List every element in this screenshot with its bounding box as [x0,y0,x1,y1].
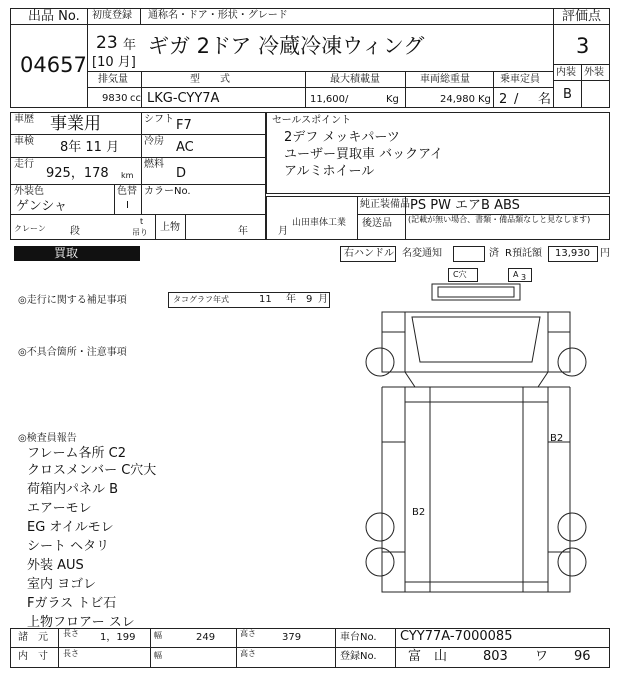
gvw-unit: Kg [478,94,491,105]
mileage-value: 925，178 [46,166,109,181]
inner-dims-label: 内 寸 [18,651,48,662]
interior-label: 内装 [556,67,576,78]
cab-back [405,372,548,387]
inspector-line: エアーモレ [27,501,92,516]
tacho-box [168,292,330,308]
reg-kana: ワ [535,649,549,664]
fuel-value: D [176,166,187,181]
max-load-value: 11,600 [310,94,345,105]
wheel-rear-right-2 [558,548,586,576]
chassis-value: CYY77A-7000085 [400,629,513,644]
inspector-line: Fガラス トビ石 [27,596,117,611]
name-change-label: 名変通知 [402,248,442,259]
mark-b2-right: B2 [550,433,564,444]
body-maker: 山田車体工業 [292,218,347,228]
inspector-line: 荷箱内パネル B [27,482,119,497]
color-no-label: カラーNo. [144,186,191,197]
width-value: 249 [196,632,216,643]
inspector-line: 室内 ヨゴレ [27,577,97,592]
wheel-front-left [366,348,394,376]
max-load-label: 最大積載量 [330,74,380,85]
first-reg-year: 23 [96,33,118,53]
displacement-value: 9830 [102,93,128,104]
standard-equipment-label: 純正装備品 [360,199,410,210]
lot-number: 04657 [20,53,87,77]
ac-label: 冷房 [144,136,164,147]
mark-a: A [513,270,519,279]
wheel-front-right [558,348,586,376]
defects-label: ◎不具合箇所・注意事項 [18,347,127,358]
dims-label: 諸 元 [18,632,48,643]
wheel-rear-left-2 [366,548,394,576]
inspector-line: クロスメンバー C穴大 [27,463,157,478]
name-label: 通称名・ドア・形状・グレード [148,10,288,21]
displacement-label: 排気量 [98,74,128,85]
color-label: 外装色 [14,186,44,197]
history-label: 車歴 [14,114,34,125]
color-value: ゲンシャ [16,199,68,214]
steering-box [340,246,396,262]
cargo-body [405,387,548,592]
model-value: LKG-CYY7A [147,91,220,106]
model-label: 型 式 [190,74,230,85]
reg-number: 96 [574,649,591,664]
name-change-suffix: 済 [489,248,499,259]
shift-value: F7 [176,118,192,133]
mark-c: C穴 [453,270,467,279]
inner-height-label: 高さ [240,649,256,658]
interior-grade: B [563,87,572,102]
inspector-line: 外装 AUS [27,558,84,573]
cab-roof [432,284,520,300]
mirrors [382,312,570,332]
history-value: 事業用 [50,114,101,134]
sales-point-line-3: アルミホイール [284,164,375,179]
first-reg-label: 初度登録 [92,10,132,21]
ac-value: AC [176,140,194,155]
vehicle-title: ギガ 2ドア 冷蔵冷凍ウィング [148,34,425,58]
mark-a-box [508,268,532,282]
purchase-badge-label: 買取 [54,246,79,260]
body-crossbars [405,402,548,582]
cab-outline [405,312,548,372]
sales-point-label: セールスポイント [272,115,352,126]
wheel-rear-left-1 [366,513,394,541]
max-load-unit: Kg [386,94,399,105]
color-change-label: 色替 [117,186,137,197]
aftermarket-label: 後送品 [362,218,392,229]
mileage-unit: km [121,171,134,180]
body-year: 年 [238,226,248,237]
exterior-label: 外装 [584,67,604,78]
inner-length-label: 長さ [63,649,79,658]
first-reg-month: [10 月] [92,55,136,70]
recycle-box [548,246,598,262]
body-month: 月 [278,226,288,237]
body-label: 上物 [160,222,180,233]
reg-area: 富 山 [408,649,448,664]
chassis-label: 車台No. [340,632,377,643]
body-inner-rails [430,387,523,592]
height-value: 379 [282,632,302,643]
wheel-rear-right-1 [558,513,586,541]
max-load-sep: / [345,94,349,105]
score-value: 3 [576,34,590,58]
inspector-line: 上物フロアー スレ [27,615,135,630]
inspector-line: EG オイルモレ [27,520,114,535]
capacity-sep: / [514,92,519,107]
crane-label: クレーン [14,224,46,233]
displacement-unit: cc [130,93,141,104]
capacity-value: 2 [499,92,508,107]
purchase-badge [14,246,140,261]
inspection-value: 8年 11 月 [60,140,120,155]
inner-width-label: 幅 [154,651,162,660]
shift-label: シフト [144,114,174,125]
driving-notes-label: ◎走行に関する補足事項 [18,295,127,306]
recycle-label: R預託額 [505,248,542,259]
crane-ton: t [140,217,144,226]
windshield [412,317,540,362]
inspector-line: シート ヘタリ [27,539,110,554]
reg-class: 803 [483,649,508,664]
sales-point-line-1: 2デフ メッキパーツ [284,130,400,145]
sales-point-line-2: ユーザー買取車 バックアイ [284,147,443,162]
height-label: 高さ [240,629,256,638]
fuel-label: 燃料 [144,159,164,170]
standard-equipment-value: PS PW エアB ABS [410,198,520,213]
body-side-panels [382,387,570,592]
cab-sides [382,332,570,372]
crane-stage: 段 [70,226,80,237]
gvw-value: 24,980 [440,94,475,105]
steering-value: 右ハンドル [344,248,394,259]
aftermarket-note: (記載が無い場合、書類・備品類なしと見なします) [408,215,591,224]
inspection-label: 車検 [14,136,34,147]
tacho-label: タコグラフ年式 [173,295,229,304]
lot-no-label: 出品 No. [28,9,80,24]
recycle-unit: 円 [600,248,610,259]
gvw-label: 車両総重量 [420,74,470,85]
mark-b2-left: B2 [412,507,426,518]
reg-label: 登録No. [340,651,377,662]
score-label: 評価点 [562,9,602,24]
capacity-unit: 名 [538,92,552,107]
body-dividers [382,442,570,552]
mark-a-sub: 3 [521,273,527,282]
tacho-year-unit: 年 [286,294,296,305]
tacho-month: 9 [306,294,313,305]
inspector-line: フレーム各所 C2 [27,446,126,461]
inspector-report-label: ◎検査員報告 [18,433,77,444]
mileage-label: 走行 [14,159,34,170]
tacho-month-unit: 月 [318,294,328,305]
length-label: 長さ [63,629,79,638]
capacity-label: 乗車定員 [500,74,540,85]
crane-hoist: 吊り [132,228,148,237]
name-change-box [453,246,485,262]
length-value: 1，199 [100,632,136,643]
width-label: 幅 [154,631,162,640]
tacho-year: 11 [259,294,272,305]
mark-c-box [448,268,478,282]
recycle-value: 13,930 [555,248,590,259]
cab-roof-inner [438,287,514,297]
first-reg-year-unit: 年 [123,38,137,53]
color-change-mark: I [126,200,129,211]
